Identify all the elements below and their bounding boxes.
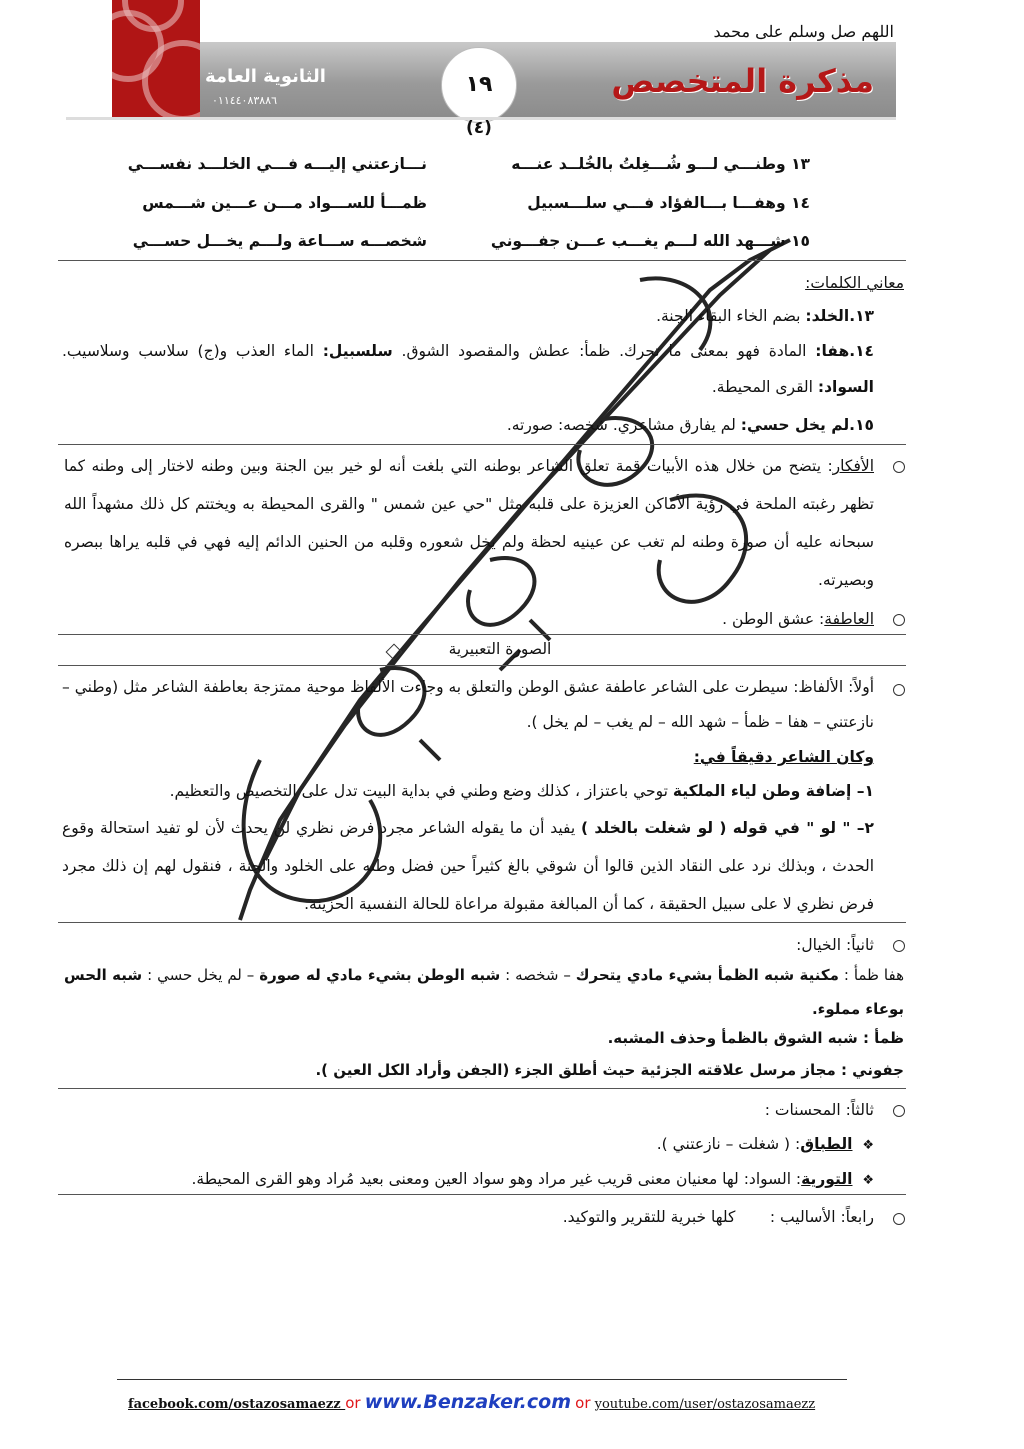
verse-14-second: ظمـــأ للســـواد مـــن عـــين شـــمس: [142, 194, 427, 212]
tibaq-line: ❖ الطباق: ( شغلت – نازعتني ).: [656, 1135, 874, 1153]
divider: [58, 260, 906, 261]
meaning-15: ١٥.لم يخل حسي: لم يفارق مشاعري. شخصه: صورته.: [506, 416, 874, 434]
meaning-14: ١٤.هفا: المادة فهو بمعنى ما تحرك. ظمأ: عطش والمقصود الشوق. سلسبيل: الماء العذب و(ج) سلاسب وسلاسيب. السواد: القرى المحيطة.: [62, 342, 875, 396]
verse-15-second: شخصـــه ســـاعة ولـــم يخـــل حســـي: [132, 232, 427, 250]
header-phone: ٠١١٤٤٠٨٣٨٨٦: [212, 94, 277, 107]
tawriya-line: ❖ التورية: السواد: لها معنيان معنى قريب غير مراد وهو سواد العين ومعنى بعيد مُراد وهو القرى المحيطة.: [191, 1170, 874, 1188]
ideas-paragraph: الأفكار: يتضح من خلال هذه الأبيات قمة تعلق الشاعر بوطنه التي بلغت أنه لو خير بين الجنة وبين وطنه لاختار إلى وطنه كما تظهر رغبته الملحة في رؤية الأماكن العزيزة على قلبه مثل "حي عين شمس " والقرى المحيطة به ويختتم كل ذلك مشهداً الله سبحانه عليه أن صورة وطنه لم تغب عن عينيه لحظة ولم يخل شعوره وقلبه من الحنين الدائم إليه فهي في قلبه يراها ببصره وبصيرته.: [64, 457, 874, 589]
header-brand: مذكرة المتخصص: [611, 62, 874, 100]
embellishments-title: ثالثاً: المحسنات :: [764, 1101, 874, 1119]
image-title: الصورة التعبيرية: [448, 640, 552, 658]
divider: [58, 922, 906, 923]
footer-or: or: [575, 1394, 591, 1412]
bullet-icon: [893, 1213, 905, 1225]
bullet-icon: [893, 1105, 905, 1117]
imagination-line-2: ظمأ : شبه الشوق بالظمأ وحذف المشبه.: [607, 1029, 904, 1047]
accuracy-point-2: ٢– " لو " في قوله ( لو شغلت بالخلد ) يفيد أن ما يقوله الشاعر مجرد فرض نظري لن يحدث لأن لو تفيد استحالة وقوع الحدث ، وبذلك نرد على النقاد الذين قالوا أن شوقي بالغ كثيراً حين فضل وطنه على الخلود والجنة ، فنقول لهم إن ذلك مجرد فرض نظري لا على سبيل الحقيقة ، كما أن المبالغة مقبولة مراعاة للحالة النفسية الحزينة.: [62, 819, 874, 913]
diamond-bullet-icon: ❖: [862, 1173, 874, 1188]
imagination-line-1: هفا ظمأ : مكنية شبه الظمأ بشيء مادي يتحرك – شخصه : شبه الوطن بشيء مادي له صورة – لم يخل حسي : شبه الحس بوعاء مملوء.: [64, 966, 904, 1018]
accuracy-title: وكان الشاعر دقيقاً في:: [693, 748, 874, 766]
imagination-line-3: جفوني : مجاز مرسل علاقته الجزئية حيث أطلق الجزء (الجفن وأراد الكل العين ).: [315, 1061, 904, 1079]
meanings-title: معاني الكلمات:: [805, 274, 904, 292]
bullet-icon: [893, 461, 905, 473]
section-number: (٤): [466, 118, 492, 138]
youtube-link[interactable]: youtube.com/user/ostazosamaezz: [594, 1397, 816, 1412]
verse-13-first: ١٣ وطنـــي لـــو شُـــغِلتُ بالخُلــد عنـــه: [511, 155, 810, 173]
bullet-icon: [893, 940, 905, 952]
verse-14-first: ١٤ وهفـــا بـــالفؤاد فـــي سلـــسبيل: [527, 194, 810, 212]
verse-13-second: نـــازعتني إليـــه فـــي الخلـــد نفســـي: [127, 155, 427, 173]
diamond-bullet-icon: ❖: [862, 1138, 874, 1153]
page-number: ١٩: [441, 47, 517, 123]
divider: [58, 1194, 906, 1195]
benzaker-link[interactable]: www.Benzaker.com: [364, 1391, 571, 1413]
divider: [58, 1088, 906, 1089]
footer-divider: [117, 1379, 847, 1380]
bullet-icon: [893, 684, 905, 696]
divider: [58, 665, 906, 666]
words-paragraph: أولاً: الألفاظ: سيطرت على الشاعر عاطفة عشق الوطن والتعلق به وجاءت الألفاظ موحية ممتزجة بعاطفة الشاعر مثل (وطني – نازعتني – هفا – ظمأ – شهد الله – لم يغب – لم يخل ).: [62, 678, 874, 731]
header-school: الثانوية العامة: [205, 66, 326, 87]
footer: [128, 1391, 815, 1413]
verse-15-first: ١٥ شـــهد الله لـــم يغـــب عـــن جفـــوني: [490, 232, 810, 250]
header-prayer: اللهم صل وسلم على محمد: [713, 22, 894, 41]
styles-line: رابعاً: الأساليب : كلها خبرية للتقرير والتوكيد.: [562, 1208, 874, 1226]
meaning-13: ١٣.الخلد: بضم الخاء البقاء الجنة.: [656, 307, 874, 325]
footer-or: or: [345, 1394, 361, 1412]
facebook-link[interactable]: facebook.com/ostazosamaezz: [128, 1397, 346, 1412]
accuracy-point-1: ١– إضافة وطن لياء الملكية توحي باعتزاز ، كذلك وضع وطني في بداية البيت تدل على التخصيص والتعظيم.: [169, 782, 874, 800]
emotion-line: العاطفة: عشق الوطن .: [722, 610, 874, 628]
header-logo: [112, 0, 200, 117]
divider: [58, 444, 906, 445]
bullet-icon: [893, 614, 905, 626]
imagination-title: ثانياً: الخيال:: [796, 936, 874, 954]
